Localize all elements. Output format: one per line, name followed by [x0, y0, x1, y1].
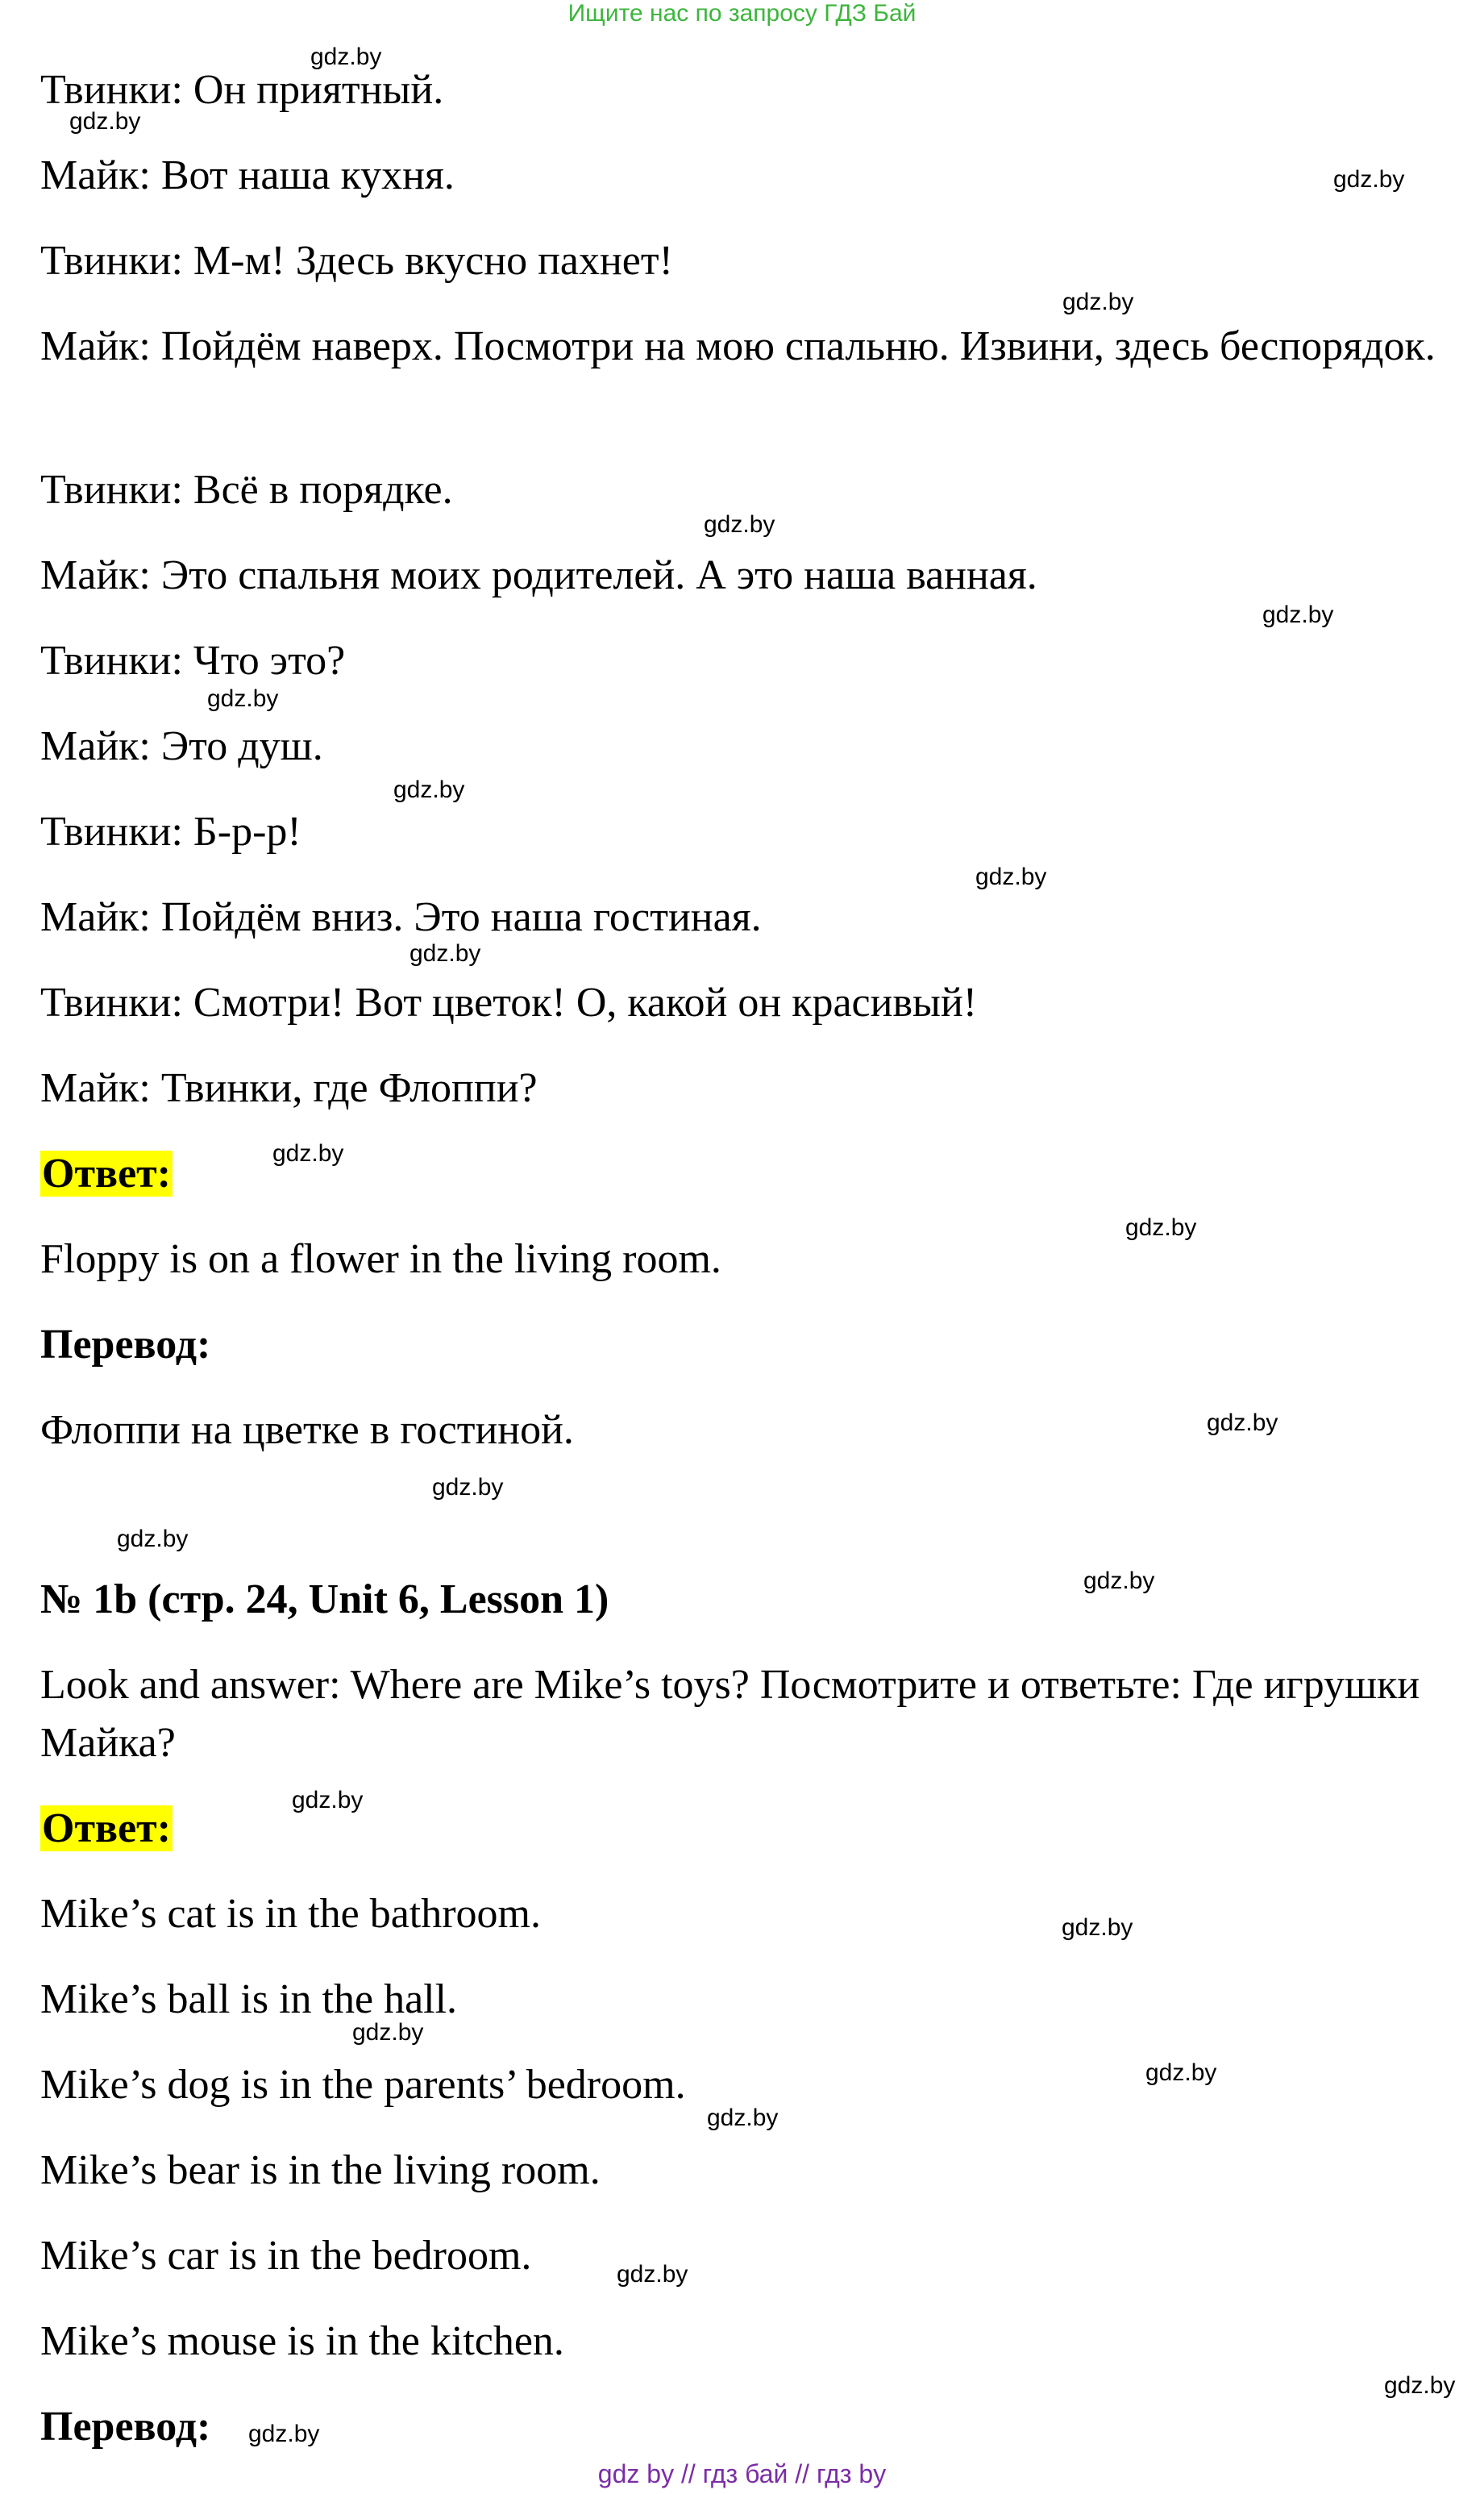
answer-item: Mike’s dog is in the parents’ bedroom.: [40, 2062, 686, 2108]
watermark-text: gdz.by: [1262, 602, 1334, 628]
dialogue-line: Твинки: Б-р-р!: [40, 809, 301, 855]
watermark-text: gdz.by: [117, 1526, 189, 1552]
answer-item: Mike’s cat is in the bathroom.: [40, 1891, 542, 1937]
watermark-text: gdz.by: [1062, 289, 1134, 315]
answer-heading: [40, 1800, 1459, 1858]
dialogue-line: Майк: Твинки, где Флоппи?: [40, 1065, 538, 1111]
answer-item: Mike’s car is in the bedroom.: [40, 2233, 532, 2279]
answer-item: Mike’s bear is in the living room.: [40, 2147, 601, 2193]
answer-item: Mike’s ball is in the hall.: [40, 1976, 458, 2022]
watermark-text: gdz.by: [1083, 1568, 1155, 1594]
dialogue-line: Твинки: Смотри! Вот цветок! О, какой он красивый!: [40, 980, 978, 1026]
watermark-text: gdz.by: [1384, 2372, 1456, 2399]
watermark-text: gdz.by: [248, 2421, 320, 2447]
answer-heading: [40, 1145, 1459, 1203]
dialogue-line: Майк: Это душ.: [40, 723, 323, 769]
answer-label: Ответ:: [42, 1805, 172, 1851]
watermark-text: gdz.by: [1145, 2059, 1217, 2086]
watermark-text: gdz.by: [272, 1140, 344, 1167]
watermark-text: gdz.by: [704, 511, 775, 538]
footer-text: gdz by // гдз бай // гдз by: [597, 2459, 887, 2488]
translation-text: Флоппи на цветке в гостиной.: [40, 1407, 574, 1453]
dialogue-line: Майк: Пойдём вниз. Это наша гостиная.: [40, 894, 762, 940]
translation-label: Перевод:: [40, 2404, 211, 2450]
dialogue-line: Майк: Это спальня моих родителей. А это наша ванная.: [40, 552, 1037, 598]
watermark-text: gdz.by: [1125, 1214, 1197, 1241]
dialogue-line: Майк: Пойдём наверх. Посмотри на мою спальню. Извини, здесь беспорядок.: [40, 323, 1436, 369]
watermark-text: gdz.by: [1333, 166, 1405, 193]
task-title: № 1b (стр. 24, Unit 6, Lesson 1): [40, 1576, 609, 1622]
watermark-text: gdz.by: [352, 2019, 424, 2046]
watermark-text: gdz.by: [1062, 1914, 1133, 1941]
watermark-text: gdz.by: [707, 2105, 779, 2131]
translation-label: Перевод:: [40, 1322, 211, 1368]
dialogue-line: Твинки: Что это?: [40, 638, 346, 684]
answer-text: Floppy is on a flower in the living room.: [40, 1236, 721, 1282]
top-banner: Ищите нас по запросу ГДЗ Бай: [567, 0, 917, 27]
watermark-text: gdz.by: [975, 864, 1047, 890]
dialogue-line: Майк: Вот наша кухня.: [40, 152, 455, 198]
watermark-text: gdz.by: [207, 685, 279, 712]
watermark-text: gdz.by: [310, 44, 382, 70]
answer-label: Ответ:: [42, 1151, 172, 1197]
dialogue-line: Твинки: М-м! Здесь вкусно пахнет!: [40, 238, 673, 284]
answer-item: Mike’s mouse is in the kitchen.: [40, 2318, 564, 2364]
watermark-text: gdz.by: [292, 1787, 364, 1813]
watermark-text: gdz.by: [1207, 1409, 1278, 1436]
watermark-text: gdz.by: [409, 940, 481, 967]
watermark-text: gdz.by: [617, 2261, 688, 2288]
dialogue-line: Твинки: Он приятный.: [40, 67, 444, 113]
watermark-text: gdz.by: [393, 777, 465, 803]
task-instruction: Look and answer: Where are Mike’s toys? Посмотрите и ответьте: Где игрушки Майка?: [40, 1662, 1420, 1766]
watermark-text: gdz.by: [69, 108, 141, 135]
watermark-text: gdz.by: [432, 1474, 504, 1501]
dialogue-line: Твинки: Всё в порядке.: [40, 467, 453, 513]
